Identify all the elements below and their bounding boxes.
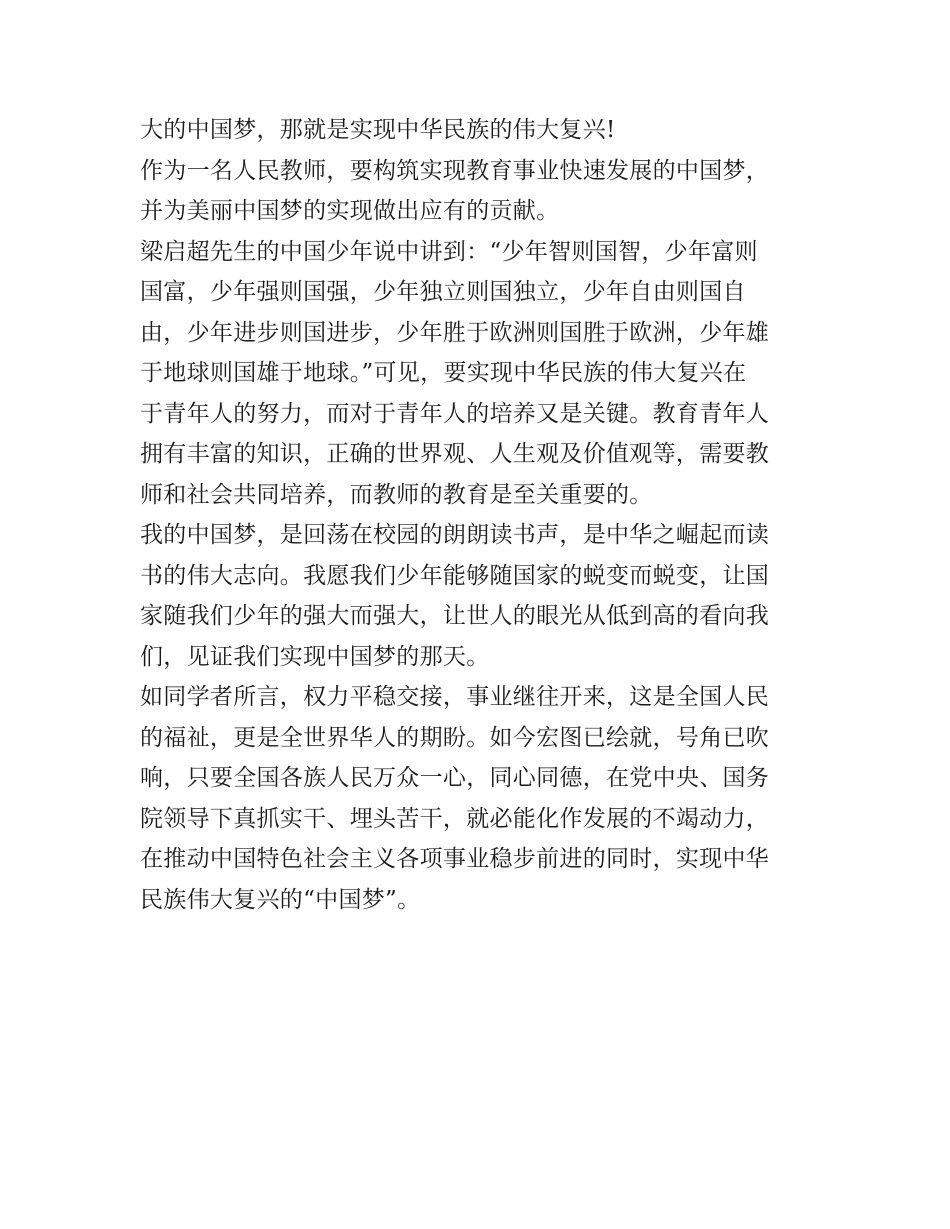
text-line: 大的中国梦，那就是实现中华民族的伟大复兴!: [140, 117, 616, 143]
text-line: 响，只要全国各族人民万众一心，同心同德，在党中央、国务: [140, 765, 770, 791]
text-line: 的福祉，更是全世界华人的期盼。如今宏图已绘就，号角已吹: [140, 724, 770, 751]
text-line: 于地球则国雄于地球。”可见，要实现中华民族的伟大复兴在: [140, 360, 747, 386]
text-line: 在推动中国特色社会主义各项事业稳步前进的同时，实现中华: [140, 846, 770, 872]
text-line: 民族伟大复兴的“中国梦”。: [140, 886, 421, 913]
text-line: 师和社会共同培养，而教师的教育是至关重要的。: [140, 481, 653, 508]
text-line: 们，见证我们实现中国梦的那天。: [140, 643, 490, 670]
text-line: 院领导下真抓实干、埋头苦干，就必能化作发展的不竭动力，: [140, 805, 770, 832]
text-line: 书的伟大志向。我愿我们少年能够随国家的蜕变而蜕变，让国: [140, 562, 770, 589]
text-line: 如同学者所言，权力平稳交接，事业继往开来，这是全国人民: [140, 684, 770, 710]
body-text: [140, 110, 820, 920]
text-line: 于青年人的努力，而对于青年人的培养又是关键。教育青年人: [140, 400, 770, 427]
text-line: 由，少年进步则国进步，少年胜于欧洲则国胜于欧洲，少年雄: [140, 319, 770, 346]
text-line: 拥有丰富的知识，正确的世界观、人生观及价值观等，需要教: [140, 441, 770, 467]
text-line: 作为一名人民教师，要构筑实现教育事业快速发展的中国梦，: [140, 157, 770, 184]
text-line: 我的中国梦，是回荡在校园的朗朗读书声，是中华之崛起而读: [140, 522, 770, 548]
text-line: 国富，少年强则国强，少年独立则国独立，少年自由则国自: [140, 279, 746, 305]
text-line: 家随我们少年的强大而强大，让世人的眼光从低到高的看向我: [140, 603, 770, 629]
text-line: 并为美丽中国梦的实现做出应有的贡献。: [140, 198, 560, 224]
text-line: 梁启超先生的中国少年说中讲到：“少年智则国智，少年富则: [140, 238, 758, 265]
